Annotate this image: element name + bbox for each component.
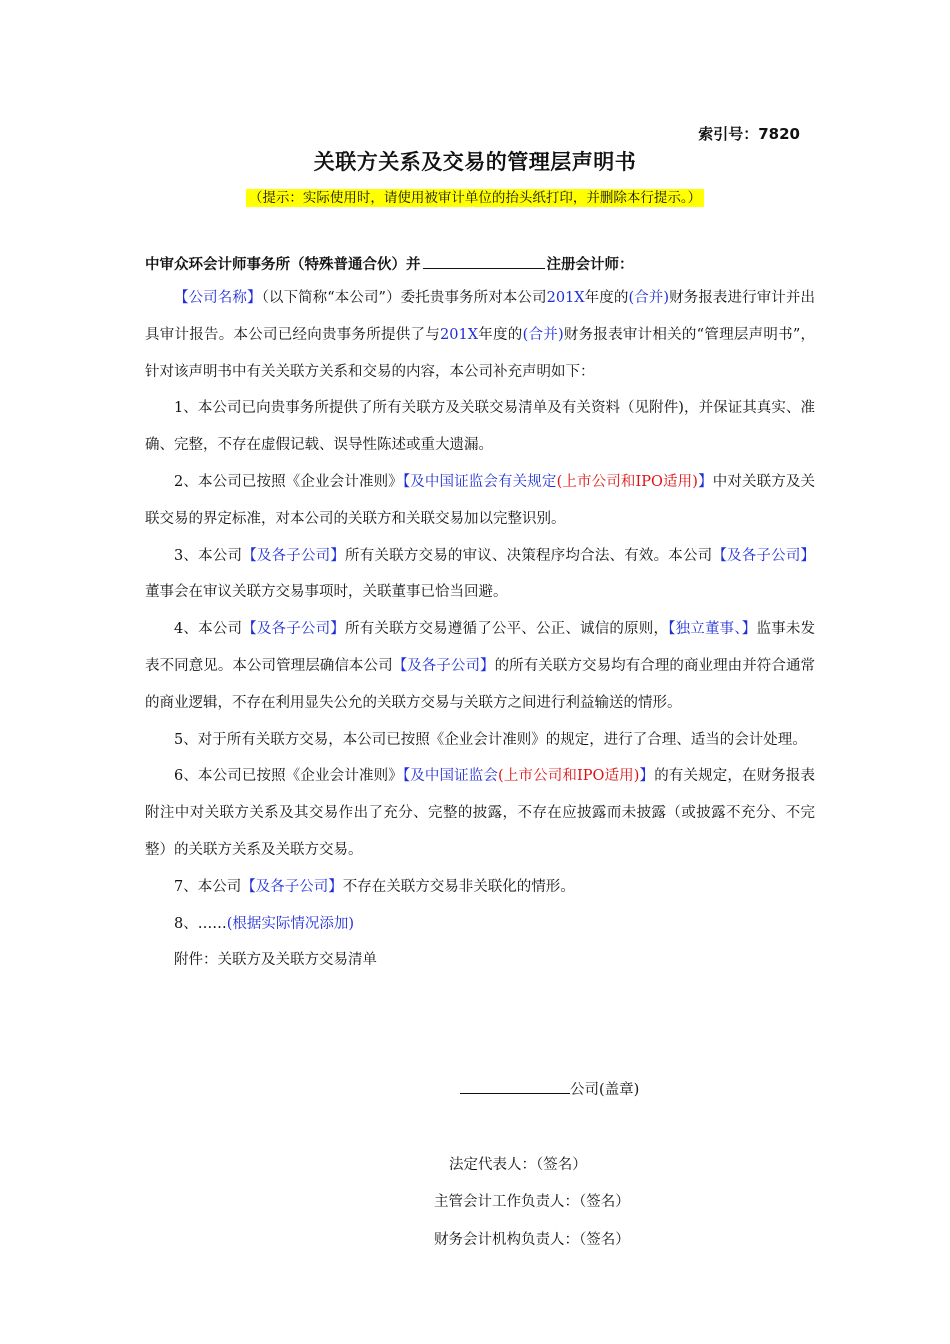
- item-4: [145, 611, 815, 721]
- finance-head-signature: 财务会计机构负责人：（签名）: [434, 1232, 630, 1248]
- intro-text-5: 财务报表审计相关的“管理层声明书”，针对该声明书中有关关联方关系和交易的内容，本公司补充声明如下：: [145, 326, 816, 380]
- item-3-text-1: 3、本公司: [174, 547, 243, 564]
- addressee-blank: [423, 254, 545, 269]
- item-1: 1、本公司已向贵事务所提供了所有关联方及关联交易清单及有关资料（见附件)，并保证其真实、准确、完整，不存在虚假记载、误导性陈述或重大遗漏。: [145, 400, 815, 454]
- item-3-subsidiary-placeholder-1: 【及各子公司】: [242, 547, 346, 564]
- year-placeholder-1: 201X: [546, 290, 585, 306]
- usage-hint: [0, 186, 950, 206]
- item-7: [145, 869, 815, 906]
- item-3-text-3: 董事会在审议关联方交易事项时，关联董事已恰当回避。: [145, 584, 508, 601]
- item-2-applicability-note: (上市公司和IPO适用): [556, 473, 698, 490]
- item-4-subsidiary-placeholder-2: 【及各子公司】: [392, 657, 495, 674]
- item-2-bracket-close: 】: [697, 473, 713, 490]
- item-4-director-placeholder: 【独立董事、】: [668, 621, 757, 638]
- item-2: [145, 464, 815, 538]
- item-4-text-3: 监事未发表不同意见。本公司管理层确信本公司: [145, 621, 816, 674]
- item-3-subsidiary-placeholder-2: 【及各子公司】: [712, 547, 816, 564]
- item-2-csrc-placeholder: 【及中国证监会有关规定: [402, 473, 557, 490]
- statement-body: [145, 280, 815, 979]
- company-seal-line: [460, 1078, 639, 1099]
- item-3: [145, 538, 815, 612]
- item-6: [145, 758, 815, 868]
- usage-hint-text: （提示：实际使用时，请使用被审计单位的抬头纸打印，并删除本行提示。）: [246, 189, 704, 207]
- addressee-firm: 中审众环会计师事务所（特殊普通合伙）并: [145, 257, 421, 273]
- intro-text-3: 财务报表进行审计并出具审计报告。本公司已经向贵事务所提供了与: [145, 290, 815, 343]
- addressee-line: [145, 253, 634, 274]
- attachment-line: 附件：关联方及关联方交易清单: [174, 952, 377, 969]
- item-6-bracket-close: 】: [639, 768, 655, 785]
- index-number: 索引号：7820: [698, 125, 800, 143]
- item-2-text-1: 2、本公司已按照《企业会计准则》: [174, 473, 403, 490]
- intro-text-2: 年度的: [584, 290, 629, 306]
- item-4-text-2: 所有关联方交易遵循了公平、公正、诚信的原则，: [345, 621, 669, 638]
- intro-text-4: 年度的: [478, 326, 523, 343]
- item-8-add-note: (根据实际情况添加): [226, 915, 355, 932]
- legal-representative-signature: 法定代表人：（签名）: [449, 1157, 587, 1173]
- item-7-text-1: 7、本公司: [174, 878, 242, 895]
- item-5: 5、对于所有关联方交易，本公司已按照《企业会计准则》的规定，进行了合理、适当的会计处理。: [174, 731, 807, 748]
- item-4-text-1: 4、本公司: [174, 621, 243, 638]
- accounting-head-signature: 主管会计工作负责人：（签名）: [434, 1194, 630, 1210]
- item-6-applicability-note: (上市公司和IPO适用): [498, 768, 640, 785]
- year-placeholder-2: 201X: [440, 326, 479, 343]
- company-seal-blank: [460, 1079, 570, 1094]
- item-6-csrc-placeholder: 【及中国证监会: [402, 768, 499, 785]
- item-3-text-2: 所有关联方交易的审议、决策程序均合法、有效。本公司: [345, 547, 713, 564]
- item-7-text-2: 不存在关联方交易非关联化的情形。: [342, 878, 575, 895]
- item-7-subsidiary-placeholder: 【及各子公司】: [241, 878, 343, 895]
- item-6-text-1: 6、本公司已按照《企业会计准则》: [174, 768, 403, 785]
- company-seal-label: 公司(盖章): [570, 1082, 640, 1098]
- merged-placeholder-1: (合并): [628, 290, 670, 306]
- item-8: [145, 906, 815, 943]
- item-8-text: 8、……: [174, 915, 227, 932]
- item-6-text-2: 的有关规定，在财务报表附注中对关联方关系及其交易作出了充分、完整的披露，不存在应披露而未披露（或披露不充分、不完整）的关联方关系及关联方交易。: [145, 768, 816, 858]
- item-2-text-2: 中对关联方及关联交易的界定标准，对本公司的关联方和关联交易加以完整识别。: [145, 473, 816, 527]
- item-4-subsidiary-placeholder-1: 【及各子公司】: [242, 621, 345, 638]
- merged-placeholder-2: (合并): [522, 326, 564, 343]
- item-4-text-4: 的所有关联方交易均有合理的商业理由并符合通常的商业逻辑，不存在利用显失公允的关联方交易与关联方之间进行利益输送的情形。: [145, 657, 816, 711]
- company-name-placeholder: 【公司名称】: [174, 290, 262, 306]
- addressee-suffix: 注册会计师：: [546, 257, 634, 273]
- intro-text-1: （以下简称“本公司”）委托贵事务所对本公司: [261, 290, 547, 306]
- document-title: 关联方关系及交易的管理层声明书: [313, 150, 637, 174]
- intro-paragraph: [145, 280, 815, 390]
